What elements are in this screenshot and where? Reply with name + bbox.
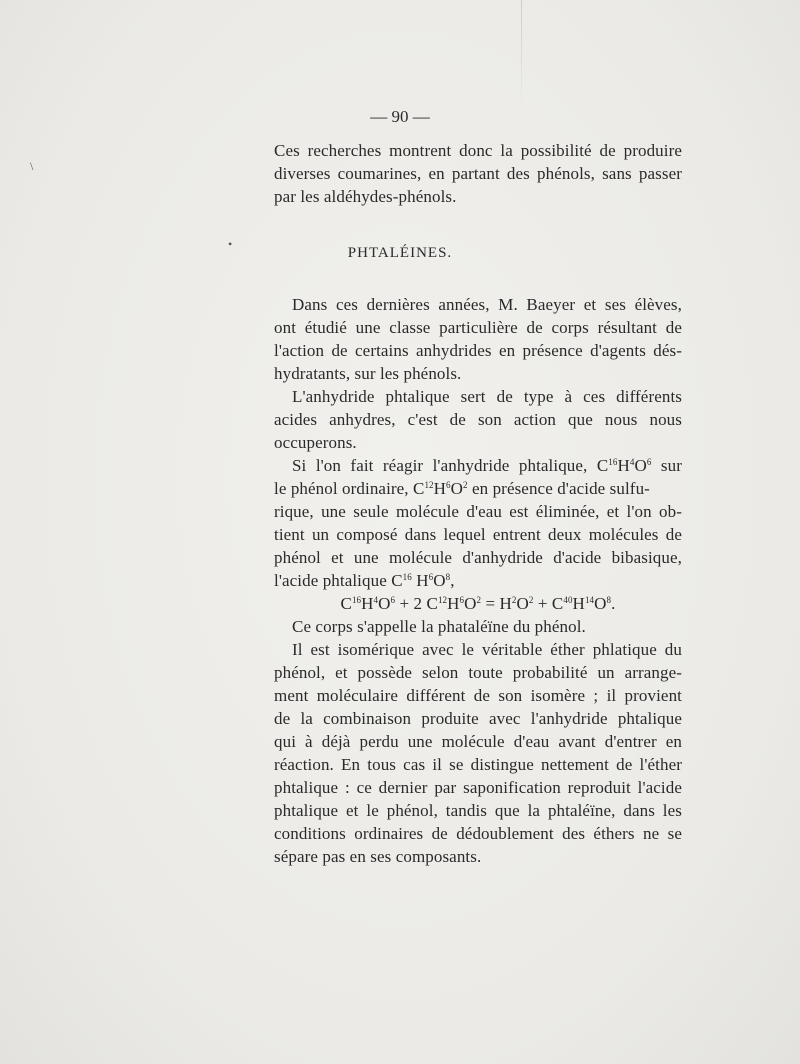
text-line: Ces recherches montrent donc la possibilité de produire xyxy=(274,141,682,160)
margin-speck: • xyxy=(228,237,233,251)
text-line: phtalique et le phénol, tandis que la phtaléïne, dans les xyxy=(274,801,682,820)
text-line: de la combinaison produite avec l'anhydride phtalique xyxy=(274,709,682,728)
margin-speck: \ xyxy=(30,159,34,173)
text-line: rique, une seule molécule d'eau est éliminée, et l'on ob- xyxy=(274,502,682,521)
text-line: réaction. En tous cas il se distingue nettement de l'éther xyxy=(274,755,682,774)
text-line: tient un composé dans lequel entrent deux molécules de xyxy=(274,525,682,544)
section-heading: PHTALÉINES. xyxy=(347,245,453,261)
text-line: ment moléculaire différent de son isomère ; il provient xyxy=(274,686,682,705)
page-fold-mark xyxy=(521,0,522,110)
text-line: Ce corps s'appelle la phataléïne du phénol. xyxy=(292,617,586,636)
text-line: phénol et une molécule d'anhydride d'acide bibasique, xyxy=(274,548,682,567)
paragraph-intro xyxy=(274,139,682,208)
text-line: phénol, et possède selon toute probabilité un arrange- xyxy=(274,663,682,682)
text-line: acides anhydres, c'est de son action que nous nous xyxy=(274,410,682,429)
text-line: sépare pas en ses composants. xyxy=(274,847,482,866)
text-line-formula: le phénol ordinaire, $C^{12}H^6O^2$ en présence d'acide sulfu- xyxy=(274,479,650,498)
text-line: occuperons. xyxy=(274,433,357,452)
text-line: Il est isomérique avec le véritable éther phlatique du xyxy=(292,640,682,659)
text-line: L'anhydride phtalique sert de type à ces différents xyxy=(292,387,682,406)
paragraph-baeyer xyxy=(274,293,682,868)
text-line-formula: l'acide phtalique $C^{16}$ $H^6O^8$, xyxy=(274,571,455,590)
text-line: qui à déjà perdu une molécule d'eau avant d'entrer en xyxy=(274,732,682,751)
text-line: phtalique : ce dernier par saponification reproduit l'acide xyxy=(274,778,682,797)
page-number: — 90 — xyxy=(370,107,430,126)
text-line: par les aldéhydes-phénols. xyxy=(274,187,457,206)
text-line: hydratants, sur les phénols. xyxy=(274,364,462,383)
text-line: diverses coumarines, en partant des phénols, sans passer xyxy=(274,164,682,183)
text-line-formula: Si l'on fait réagir l'anhydride phtalique, $C^{16}H^4O^6$ sur xyxy=(292,456,682,475)
text-line: l'action de certains anhydrides en présence d'agents dés- xyxy=(274,341,682,360)
text-line: Dans ces dernières années, M. Baeyer et ses élèves, xyxy=(292,295,682,314)
text-line: conditions ordinaires de dédoublement des éthers ne se xyxy=(274,824,682,843)
chemical-equation: $C^{16}H^4O^6 + 2$ $C^{12}H^6O^2 = H^2O^2 + C^{40}H^{14}O^8$. xyxy=(340,594,616,613)
text-line: ont étudié une classe particulière de corps résultant de xyxy=(274,318,682,337)
